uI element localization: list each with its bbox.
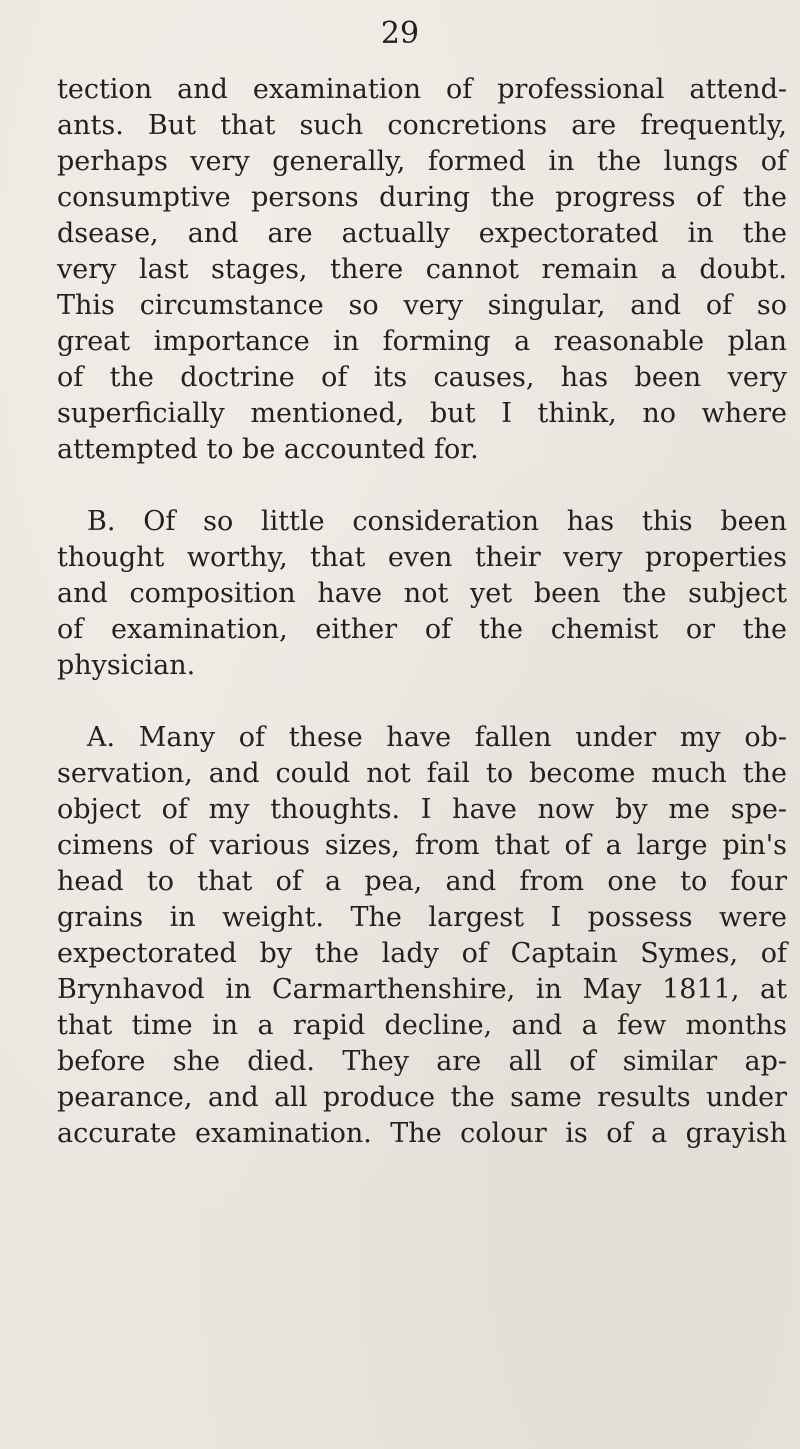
text-line: cimens of various sizes, from that of a large pin's [57,830,787,861]
text-line: physician. [57,650,196,681]
paragraph-2 [57,504,787,684]
text-line: ants. But that such concretions are frequently, [57,110,787,141]
text-line: thought worthy, that even their very properties [57,542,787,573]
text-line: object of my thoughts. I have now by me spe- [57,794,787,825]
text-line: superficially mentioned, but I think, no where [57,398,787,429]
text-line: that time in a rapid decline, and a few months [57,1010,787,1041]
text-line: accurate examination. The colour is of a grayish [57,1118,787,1149]
text-line: of examination, either of the chemist or the [57,614,787,645]
text-line: A. Many of these have fallen under my ob- [87,722,787,753]
text-line: and composition have not yet been the subject [57,578,787,609]
text-line: perhaps very generally, formed in the lungs of [57,146,787,177]
paragraph-3 [57,720,787,1152]
page-number: 29 [380,16,420,51]
text-line: very last stages, there cannot remain a doubt. [57,254,787,285]
text-line: dsease, and are actually expectorated in the [57,218,787,249]
text-line: expectorated by the lady of Captain Symes, of [57,938,787,969]
text-line: servation, and could not fail to become much the [57,758,787,789]
body-text [57,72,787,1152]
text-line: great importance in forming a reasonable plan [57,326,787,357]
text-line: Brynhavod in Carmarthenshire, in May 1811, at [57,974,787,1005]
text-line: pearance, and all produce the same results under [57,1082,787,1113]
paragraph-1 [57,72,787,468]
text-line: grains in weight. The largest I possess were [57,902,787,933]
text-line: before she died. They are all of similar ap- [57,1046,787,1077]
text-line: attempted to be accounted for. [57,434,479,465]
text-line: tection and examination of professional attend- [57,74,787,105]
text-line: This circumstance so very singular, and of so [57,290,787,321]
text-line: head to that of a pea, and from one to four [57,866,787,897]
text-line: consumptive persons during the progress of the [57,182,787,213]
text-line: of the doctrine of its causes, has been very [57,362,787,393]
text-line: B. Of so little consideration has this been [87,506,787,537]
